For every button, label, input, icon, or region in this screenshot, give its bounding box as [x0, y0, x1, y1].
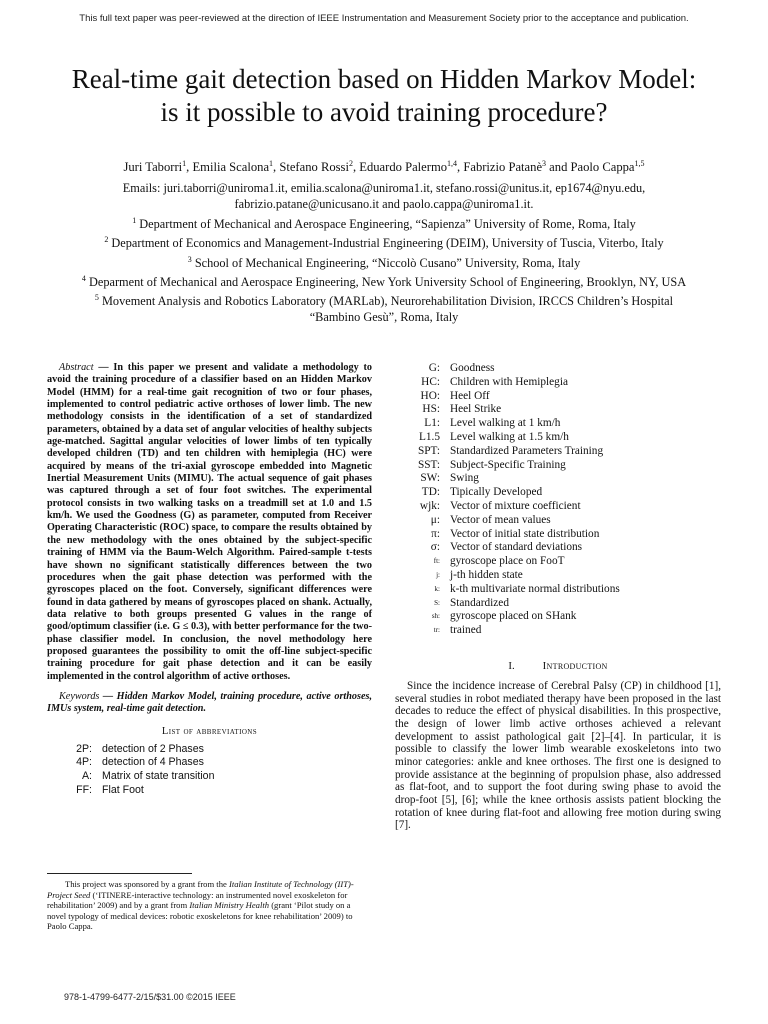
abbreviation-row	[395, 362, 721, 376]
abbreviation-key: L1.5	[418, 430, 440, 443]
section-heading-introduction	[395, 660, 721, 672]
abbreviation-key: HS:	[422, 403, 440, 416]
abbreviation-value: Vector of initial state distribution	[450, 527, 600, 540]
left-column	[47, 362, 372, 798]
affiliation-list	[40, 213, 728, 326]
abbreviation-value: k-th multivariate normal distributions	[450, 582, 620, 595]
abbreviation-value: detection of 4 Phases	[102, 756, 204, 769]
abbreviation-row	[395, 459, 721, 473]
footnote-text: This project was sponsored by a grant from the	[65, 879, 229, 889]
abbreviation-list-left	[47, 743, 372, 798]
abbreviation-row	[395, 486, 721, 500]
abbreviation-key: SPT:	[417, 444, 440, 457]
affiliation-sup: 3	[187, 254, 192, 264]
abbreviation-value: Vector of mean values	[450, 513, 551, 526]
abbreviation-key: j:	[436, 570, 440, 579]
abbreviation-row	[395, 431, 721, 445]
abbreviation-row	[395, 528, 721, 542]
abbreviation-row	[395, 376, 721, 390]
abbreviation-row	[47, 756, 372, 770]
abbreviation-value: gyroscope placed on SHank	[450, 610, 577, 623]
abbreviation-value: detection of 2 Phases	[102, 742, 204, 755]
keywords	[47, 691, 372, 716]
header-note: This full text paper was peer-reviewed at the direction of IEEE Instrumentation and Measurement Society prior to the acceptance and publication.	[79, 13, 689, 24]
right-column	[395, 362, 721, 832]
abbreviation-value: Level walking at 1 km/h	[450, 417, 561, 430]
affiliation	[40, 252, 728, 271]
abbreviation-key: sh:	[431, 612, 440, 621]
author-affil-sup: 1	[182, 159, 187, 168]
paper-title: Real-time gait detection based on Hidden Markov Model: is it possible to avoid training procedure?	[71, 64, 697, 127]
abbreviation-key: k:	[434, 584, 440, 593]
abbreviation-row	[395, 610, 721, 624]
affiliation-text: Department of Economics and Management-Industrial Engineering (DEIM), University of Tuscia, Viterbo, Italy	[111, 236, 664, 251]
abbreviation-row	[395, 417, 721, 431]
abbreviation-value: Level walking at 1.5 km/h	[450, 430, 569, 443]
abbreviation-row	[395, 541, 721, 555]
abbreviation-value: Vector of mixture coefficient	[450, 499, 581, 512]
abbreviation-value: Swing	[450, 472, 479, 485]
abbreviation-key: SST:	[417, 458, 440, 471]
abbreviation-list-right	[395, 362, 721, 638]
abbreviation-row	[395, 445, 721, 459]
abbreviation-key: wjk:	[419, 499, 440, 512]
affiliation-text: Movement Analysis and Robotics Laboratory (MARLab), Neurorehabilitation Division, IRCCS Children’s Hospital “Bambino Gesù”, Roma, Italy	[102, 294, 674, 325]
abbreviation-key: TD:	[421, 486, 440, 499]
author-name: Fabrizio Patanè	[463, 160, 543, 175]
footnote-italic: Italian Institute of Technology (IIT)-Project Seed	[47, 879, 354, 900]
abbreviation-key: ft:	[433, 557, 440, 566]
footnote-rule	[47, 873, 192, 874]
author-affil-sup: 1,5	[634, 159, 645, 168]
abbreviation-value: Flat Foot	[102, 784, 144, 797]
footnote-italic: Italian Ministry Health	[189, 900, 270, 910]
author-name: Eduardo Palermo	[359, 160, 448, 175]
abbreviation-key: π:	[431, 527, 440, 540]
abbreviation-row	[395, 390, 721, 404]
abbreviation-key: FF:	[76, 784, 92, 797]
keywords-body: — Hidden Markov Model, training procedure, active orthoses, IMUs system, real-time gait detection.	[47, 690, 372, 715]
affiliation	[40, 232, 728, 251]
abbreviation-value: gyroscope place on FooT	[450, 555, 565, 568]
section-title: Introduction	[542, 659, 608, 672]
abbreviation-key: A:	[81, 770, 92, 783]
keywords-lead: Keywords	[59, 690, 100, 702]
copyright-line: 978-1-4799-6477-2/15/$31.00 ©2015 IEEE	[64, 992, 236, 1002]
abstract	[47, 362, 372, 683]
abbreviation-row	[395, 597, 721, 611]
abbreviation-value: Heel Off	[450, 389, 490, 402]
introduction-paragraph: Since the incidence increase of Cerebral Palsy (CP) in childhood [1], several studies in robot mediated therapy have been proposed in the last decades to reduce the effect of physical disabilities. In this prospective, the design of lower limb active orthoses achieved a relevant development to assist pathological gait [2]–[4]. In particular, it is possible to classify the lower limb wearable exoskeletons into two minor categories: ankle and knee orthoses. The first one is designed to provide assistance at the beginning of propulsion phase, also addressed as flat-foot, and to support the foot during swing phase to avoid the drop-foot [5], [6]; while the knee orthosis assists patient blocking the rotation of knee during flat-foot and allowing free motion during swing [7].	[395, 679, 721, 832]
abbreviation-value: trained	[450, 624, 482, 637]
abbreviation-row	[47, 784, 372, 798]
abbreviation-key: SW:	[420, 472, 440, 485]
funding-footnote	[47, 879, 357, 932]
email-block	[40, 180, 728, 212]
abbreviation-key: G:	[428, 362, 440, 374]
affiliation-text: Deparment of Mechanical and Aerospace Engineering, New York University School of Engineering, Brooklyn, NY, USA	[89, 274, 687, 289]
abbreviation-value: Heel Strike	[450, 403, 502, 416]
emails-line: fabrizio.patane@unicusano.it and paolo.cappa@uniroma1.it.	[234, 197, 534, 211]
abstract-lead: Abstract	[59, 362, 94, 373]
abbreviations-heading: List of abbreviations	[161, 725, 258, 737]
emails-line: Emails: juri.taborri@uniroma1.it, emilia.scalona@uniroma1.it, stefano.rossi@unitus.it, ep1674@nyu.edu,	[122, 181, 646, 195]
abbreviation-row	[395, 514, 721, 528]
abbreviation-key: L1:	[424, 417, 440, 430]
abbreviation-row	[47, 743, 372, 757]
affiliation-sup: 4	[81, 273, 86, 283]
author-name: Emilia Scalona	[192, 160, 270, 175]
abbreviation-key: 2P:	[76, 742, 92, 755]
abstract-body: — In this paper we present and validate a methodology to avoid the training procedure of a classifier based on an Hidden Markov Model (HMM) for a real-time gait recognition of two or four phases, implemented to control pediatric active orthoses of lower limb. The new methodology consists in the identification of a set of standardized parameters, obtained by a data set of angular velocities of healthy subjects age-matched. Sagittal angular velocities of lower limbs of ten typically developed children (TD) and ten children with hemiplegia (HC) were acquired by means of the tri-axial gyroscope embedded into Magnetic Inertial Measurement Units (MIMU). The actual sequence of gait phases was captured through a set of four foot switches. The experimental protocol consists in two walking tasks on a treadmill set at 1.0 and 1.5 km/h. We used the Goodness (G) as parameter, computed from Receiver Operating Characteristic (ROC) space, to compare the results obtained by the new methodology with the ones obtained by the subject-specific training of HMM via the Baum-Welch Algorithm. Paired-sample t-tests have shown no significant statistically differences between the two procedures when the gait phase detection was performed with the gyroscopes placed on the foot. Conversely, significant differences were found in data gathered by means of gyroscopes placed on shank. Actually, data relative to both groups presented G values in the range of good/optimum classifier (i.e. G ≤ 0.3), with better performance for the two-phase classifier model. In conclusion, the novel methodology here proposed guarantees the possibility to omit the off-line subject-specific training procedure for gait phase detection and it can be easily implemented in the control algorithm of active orthoses.	[47, 362, 372, 682]
affiliation-text: Department of Mechanical and Aerospace Engineering, “Sapienza” University of Rome, Roma, Italy	[139, 217, 636, 232]
abbreviation-key: μ:	[430, 513, 440, 526]
abbreviation-key: tr:	[433, 626, 440, 635]
abbreviation-row	[395, 555, 721, 569]
abbreviation-key: HO:	[420, 389, 440, 402]
affiliation	[40, 213, 728, 232]
abbreviation-key: S:	[434, 598, 440, 607]
abbreviation-key: σ:	[430, 541, 440, 554]
author-affil-sup: 1	[269, 159, 274, 168]
abbreviation-value: j-th hidden state	[450, 568, 523, 581]
author-affil-sup: 3	[542, 159, 547, 168]
abbreviation-row	[395, 403, 721, 417]
abbreviation-value: Standardized Parameters Training	[450, 444, 604, 457]
affiliation-sup: 5	[94, 293, 99, 303]
affiliation-sup: 1	[132, 216, 137, 225]
abbreviation-value: Vector of standard deviations	[450, 541, 583, 554]
abbreviation-value: Subject-Specific Training	[450, 458, 566, 471]
abbreviation-key: HC:	[421, 375, 440, 388]
author-name: Stefano Rossi	[279, 160, 349, 175]
footnote-text: (grant ‘Pilot study on a novel typology of medical devices: robotic exoskeletons for knee rehabilitation’ 2009) to Paolo Cappa.	[47, 900, 353, 931]
abbreviation-row	[395, 624, 721, 638]
abbreviation-key: 4P:	[76, 756, 92, 769]
abbreviation-row	[395, 500, 721, 514]
author-name: Paolo Cappa	[570, 160, 635, 175]
abbreviation-value: Standardized	[450, 596, 509, 609]
author-affil-sup: 1,4	[447, 159, 458, 168]
abbreviation-row	[395, 472, 721, 486]
abbreviation-value: Matrix of state transition	[102, 770, 215, 783]
section-number: I.	[508, 659, 515, 672]
abbreviation-row	[47, 770, 372, 784]
abbreviation-value: Tipically Developed	[450, 486, 543, 499]
affiliation	[40, 290, 728, 326]
author-list: Juri Taborri$^1$, Emilia Scalona$^1$, Stefano Rossi$^2$, Eduardo Palermo$^{1,4}$, Fabrizio Patanè$^3$ and Paolo Cappa$^{1,5}$	[123, 159, 645, 175]
author-name: Juri Taborri	[123, 160, 183, 175]
abbreviation-value: Children with Hemiplegia	[450, 375, 568, 388]
affiliation-text: School of Mechanical Engineering, “Niccolò Cusano” University, Roma, Italy	[194, 255, 581, 270]
abbreviation-row	[395, 569, 721, 583]
affiliation	[40, 271, 728, 290]
author-affil-sup: 2	[348, 159, 353, 168]
abbreviation-row	[395, 583, 721, 597]
footnote-text: (‘ITINERE-interactive technology: an instrumented novel exoskeleton for rehabilitation’ 2009) and by a grant from	[47, 889, 348, 910]
affiliation-sup: 2	[104, 235, 109, 245]
abbreviation-value: Goodness	[450, 362, 495, 374]
